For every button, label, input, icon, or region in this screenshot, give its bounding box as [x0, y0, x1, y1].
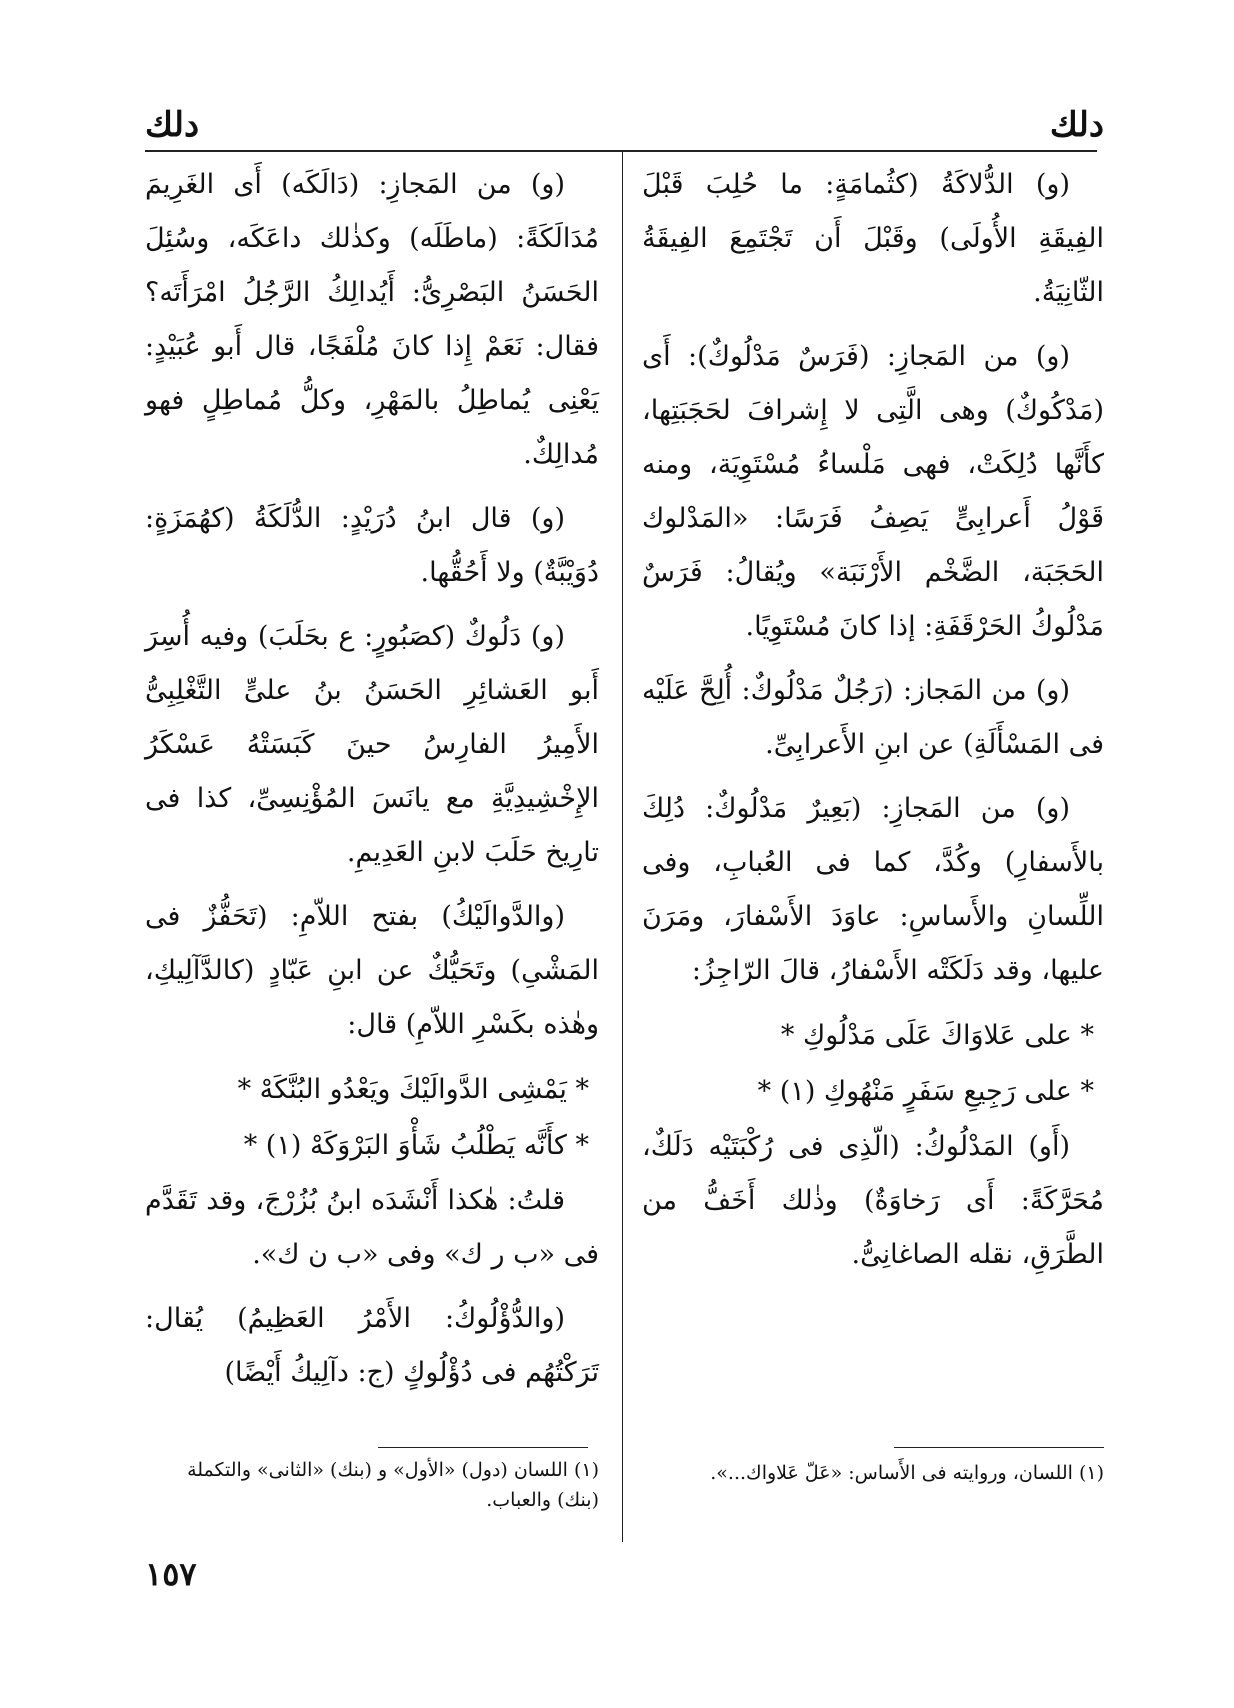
verse-line: * يَمْشِى الدَّوالَيْكَ ويَعْدُو البُنَّكَهْ *: [237, 1074, 589, 1105]
entry-dulaka: (و) الدُّلاكَةُ (كثُمامَةٍ: ما حُلِبَ قَبْلَ الفِيقَةِ الأُولَى) وقَبْلَ أَن تَجْتَمِعَ الفِيقَةُ الثّانِيَةُ.: [642, 169, 1104, 308]
running-head-right: دلك: [1049, 105, 1104, 145]
footnote-left: (١) اللسان (دول) «الأول» و (بنك) «الثانى» والتكملة (بنك) والعباب.: [187, 1459, 599, 1511]
footnote-right: (١) اللسان، وروايته فى الأَساس: «عَلّ عَلاواك...».: [710, 1462, 1104, 1484]
entry-rajul-madluk: (و) من المَجاز: (رَجُلٌ مَدْلُوكٌ: أُلِحَّ عَلَيْه فى المَسْأَلَةِ) عن ابنِ الأَعرابِىِّ.: [642, 675, 1104, 760]
running-head-left: دلك: [145, 105, 200, 145]
entry-dawalayk: (والدَّوالَيْكُ) بفتح اللاّمِ: (تَحَفُّزٌ فى المَشْىِ) وتَحَيُّكٌ عن ابنِ عَبّادٍ (كالدَّآلِيكِ، وهٰذه بكَسْرِ اللاّمِ) قال:: [145, 901, 599, 1040]
entry-note-buzurj: قلتُ: هٰكذا أَنْشَدَه ابنُ بُزُرْجَ، وقد تَقَدَّم فى «ب ر ك» وفى «ب ن ك».: [145, 1185, 599, 1270]
entry-daluk-place: (و) دَلُوكٌ (كصَبُورٍ: ع بحَلَبَ) وفيه أُسِرَ أَبو العَشائِرِ الحَسَنُ بنُ علىٍّ التَّغْلِبِىُّ الأَمِيرُ الفارِسُ حينَ كَبَسَتْهُ عَسْكَرُ الإِخْشِيدِيَّةِ مع يانَسَ المُؤْنِسِىِّ، كذا فى تارِيخ حَلَبَ لابنِ العَدِيمِ.: [145, 621, 599, 868]
entry-faras-madluk: (و) من المَجازِ: (فَرَسٌ مَدْلُوكٌ): أَى (مَدْكُوكٌ) وهى الَّتِى لا إِشرافَ لحَجَبَتِها، كأَنَّها دُلِكَتْ، فهى مَلْساءُ مُسْتَوِيَة، ومنه قَوْلُ أَعرابِىٍّ يَصِفُ فَرَسًا: «المَدْلوك الحَجَبَة، الضَّخْم الأَرْنَبَة» ويُقالُ: فَرَسٌ مَدْلُوكُ الحَرْقَفَةِ: إذا كانَ مُسْتَوِيًا.: [642, 341, 1104, 642]
verse-line: * على رَجِيعِ سَفَرٍ مَنْهُوكِ (١) *: [757, 1076, 1094, 1107]
entry-madluk-knee: (أَو) المَدْلُوكُ: (الّذِى فى رُكْبَتَيْه دَلَكٌ، مُحَرَّكَةً: أَى رَخاوَةٌ) وذٰلك أَخَفُّ من الطَّرَقِ، نقله الصاغانِىُّ.: [642, 1131, 1104, 1270]
entry-dulaka-insect: (و) قال ابنُ دُرَيْدٍ: الدُّلَكَةُ (كهُمَزَةٍ: دُوَيْبَّةٌ) ولا أَحُقُّها.: [145, 503, 599, 588]
column-divider: [622, 152, 623, 1542]
left-column: [145, 158, 599, 1410]
entry-dalakahu: (و) من المَجازِ: (دَالَكَه) أَى الغَرِيمَ مُدَالَكَةً: (ماطَلَه) وكذٰلك داعَكَه، وسُئِلَ الحَسَنُ البَصْرِىُّ: أَيُدالِكُ الرَّجُلُ امْرَأَتَه؟ فقال: نَعَمْ إِذا كانَ مُلْفَجًا، قال أَبو عُبَيْدٍ: يَعْنِى يُماطِلُ بالمَهْرِ، وكلُّ مُماطِلٍ فهو مُدالِكٌ.: [145, 169, 599, 470]
verse-line: * على عَلاوَاكَ عَلَى مَدْلُوكِ *: [780, 1020, 1094, 1051]
right-column: [642, 158, 1104, 1292]
entry-duluk: (والدُّؤْلُوكُ: الأَمْرُ العَظِيمُ) يُقال: تَرَكْتُهُم فى دُؤْلُوكٍ (ج: دآلِيكُ أَيْضًا): [145, 1303, 599, 1388]
page-number: ١٥٧: [145, 1555, 197, 1593]
footnote-rule-right: [894, 1447, 1104, 1448]
entry-baeer-madluk: (و) من المَجازِ: (بَعِيرٌ مَدْلُوكٌ: دُلِكَ بالأَسفارِ) وكُدَّ، كما فى العُبابِ، وفى اللِّسانِ والأَساسِ: عاوَدَ الأَسْفارَ، ومَرَنَ عليها، وقد دَلَكَتْه الأَسْفارُ، قالَ الرّاجِزُ:: [642, 793, 1104, 986]
header-rule: [145, 150, 1097, 152]
footnote-rule-left: [378, 1447, 588, 1448]
verse-line: * كأَنَّه يَطْلُبُ شَأْوَ البَرْوَكَهْ (١) *: [243, 1130, 589, 1161]
